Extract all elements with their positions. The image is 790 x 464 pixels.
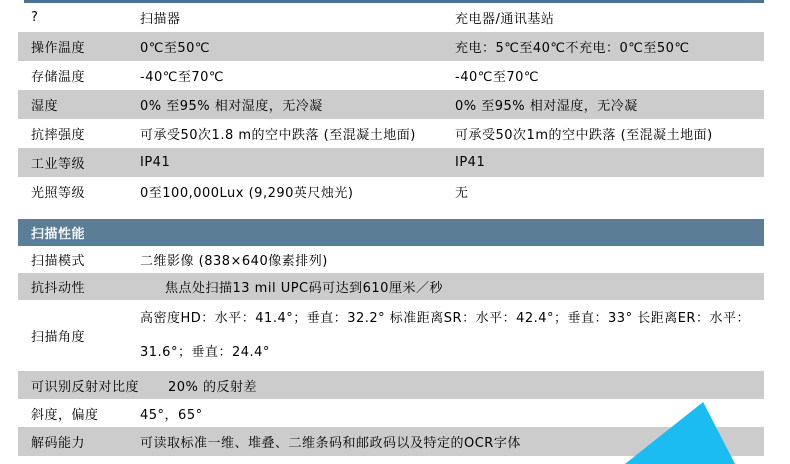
row-label: 抗摔强度 bbox=[31, 128, 86, 143]
table-row bbox=[18, 177, 764, 206]
section-gap bbox=[18, 206, 764, 219]
table-row bbox=[18, 90, 764, 119]
row-label: 扫描模式 bbox=[31, 254, 86, 269]
table-row bbox=[18, 399, 764, 427]
charger-value: IP41 bbox=[455, 155, 486, 170]
row-value: 二维影像 (838×640像素排列) bbox=[140, 254, 328, 269]
row-label: 解码能力 bbox=[31, 436, 86, 451]
table-row bbox=[18, 246, 764, 273]
charger-value: 0% 至95% 相对湿度，无冷凝 bbox=[455, 99, 638, 114]
scanner-value: IP41 bbox=[140, 155, 171, 170]
charger-column-header: 充电器/通讯基站 bbox=[455, 12, 555, 27]
row-label: 扫描角度 bbox=[31, 330, 86, 345]
table-row bbox=[18, 119, 764, 148]
table-row bbox=[18, 371, 764, 399]
scanner-column-header: 扫描器 bbox=[140, 12, 181, 27]
charger-value: 可承受50次1m的空中跌落 (至混凝土地面) bbox=[455, 128, 713, 143]
row-value: 高密度HD：水平：41.4°；垂直：32.2° 标准距离SR：水平：42.4°；垂直：33° 长距离ER：水平：31.6°；垂直：24.4° bbox=[140, 310, 750, 360]
row-value: 焦点处扫描13 mil UPC码可达到610厘米／秒 bbox=[165, 281, 443, 296]
row-value: 可读取标准一维、堆叠、二维条码和邮政码以及特定的OCR字体 bbox=[140, 436, 521, 451]
row-label: 操作温度 bbox=[31, 41, 86, 56]
row-label: 抗抖动性 bbox=[31, 281, 86, 296]
row-label: 工业等级 bbox=[31, 157, 86, 172]
scanner-value: 0℃至50℃ bbox=[140, 41, 211, 56]
row-value: 45°，65° bbox=[140, 407, 203, 423]
charger-value: -40℃至70℃ bbox=[455, 70, 539, 85]
spec-table bbox=[18, 3, 764, 456]
section-title: 扫描性能 bbox=[31, 227, 86, 242]
row-label: ? bbox=[31, 10, 39, 25]
scanner-value: -40℃至70℃ bbox=[140, 70, 224, 85]
table-row bbox=[18, 300, 764, 371]
row-label: 斜度，偏度 bbox=[31, 407, 99, 423]
row-label: 湿度 bbox=[31, 99, 59, 114]
scanner-value: 0% 至95% 相对湿度，无冷凝 bbox=[140, 99, 323, 114]
section-header-scan-performance bbox=[18, 219, 764, 246]
table-row bbox=[18, 148, 764, 177]
row-value: 20% 的反射差 bbox=[168, 379, 258, 395]
row-label: 光照等级 bbox=[31, 186, 86, 201]
row-label: 可识别反射对比度 bbox=[31, 379, 140, 395]
table-row bbox=[18, 273, 764, 300]
scanner-value: 0至100,000Lux (9,290英尺烛光) bbox=[140, 186, 354, 201]
table-row bbox=[18, 32, 764, 61]
charger-value: 无 bbox=[455, 186, 469, 201]
charger-value: 充电：5℃至40℃不充电：0℃至50℃ bbox=[455, 41, 690, 56]
table-row bbox=[18, 61, 764, 90]
row-label: 存储温度 bbox=[31, 70, 86, 85]
table-header-row bbox=[18, 3, 764, 32]
scanner-value: 可承受50次1.8 m的空中跌落 (至混凝土地面) bbox=[140, 128, 416, 143]
